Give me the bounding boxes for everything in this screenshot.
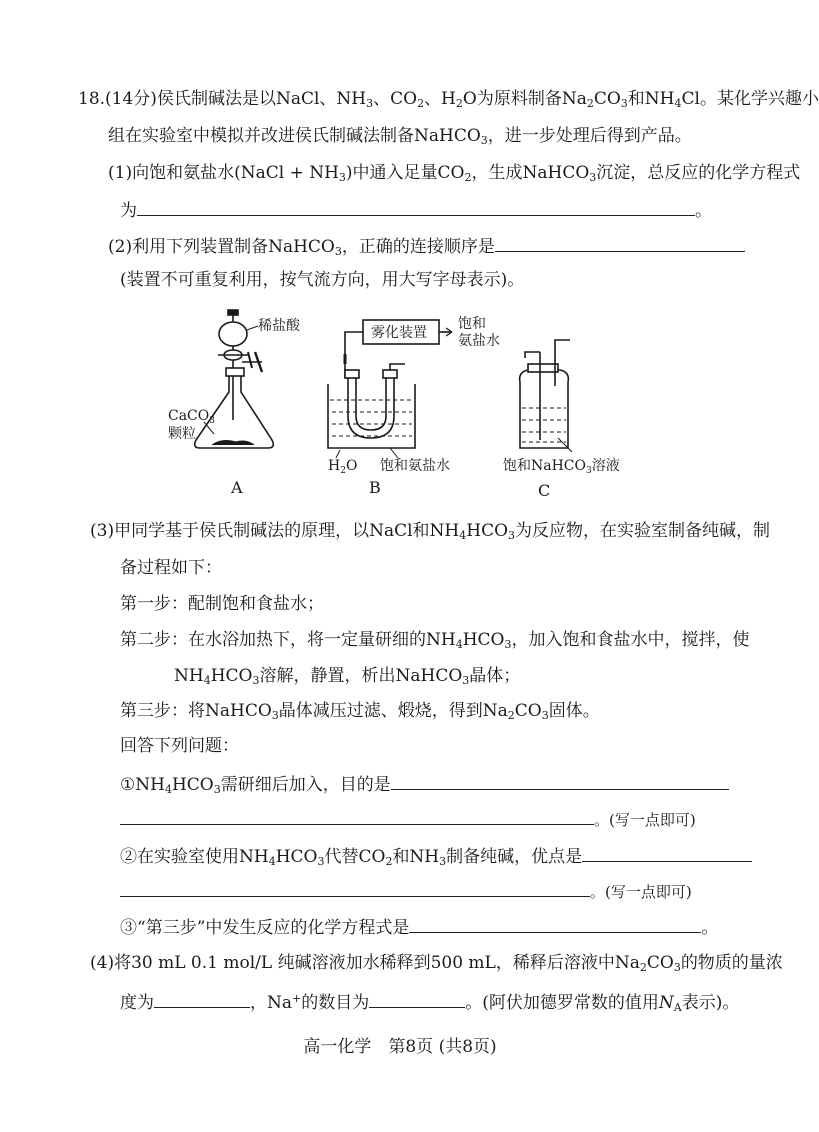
page-footer: 高一化学 第8页 (共8页) <box>303 1037 497 1057</box>
step2-line1: 第二步：在水浴加热下，将一定量研细的$NH_4HCO_3$，加入饱和食盐水中，搅拌，使 <box>120 630 750 651</box>
sub-q2-line1: ②在实验室使用$NH_4HCO_3$代替$CO_2$和$NH_3$制备纯碱，优点是 <box>120 843 752 874</box>
sub-q3-blank[interactable] <box>409 914 701 933</box>
sub-q1-blank-2[interactable] <box>120 806 594 825</box>
sub-q1-blank-1[interactable] <box>391 771 729 790</box>
letter-a: A <box>231 478 243 497</box>
q18-intro-line1: 18.(14分)侯氏制碱法是以NaCl、$NH_3$、$CO_2$、$H_2O$为原料制备$Na_2CO_3$和$NH_4Cl$。某化学兴趣小 <box>78 89 819 110</box>
label-caco3: CaCO$_3$ <box>168 408 215 426</box>
part4-line1: (4)将30 mL 0.1 mol/L 纯碱溶液加水稀释到500 mL，稀释后溶液中$Na_2CO_3$的物质的量浓 <box>90 953 783 974</box>
gas-washing-bottle <box>520 382 568 448</box>
sub-q2-blank-2[interactable] <box>120 878 590 897</box>
label-saturated: 饱和 <box>458 316 486 332</box>
label-atomizer: 雾化装置 <box>371 325 427 341</box>
step2-line2: $NH_4HCO_3$溶解，静置，析出NaHCO$_3$晶体； <box>174 666 521 687</box>
sub-q1-line2: 。(写一点即可) <box>120 806 696 832</box>
part4-line2: 度为 ，Na+的数目为 。(阿伏加德罗常数的值用$N_A$表示)。 <box>120 987 739 1020</box>
part3-line1: (3)甲同学基于侯氏制碱法的原理，以NaCl和$NH_4HCO_3$为反应物，在实验室制备纯碱，制 <box>90 521 771 542</box>
step3: 第三步：将NaHCO$_3$晶体减压过滤、煅烧，得到$Na_2CO_3$固体。 <box>120 701 600 722</box>
part2-line2: (装置不可重复利用，按气流方向，用大写字母表示)。 <box>120 270 525 290</box>
separatory-funnel-bulb <box>219 322 247 346</box>
part1-answer-blank[interactable] <box>137 197 695 216</box>
part4-blank-count[interactable] <box>369 989 465 1008</box>
sub-q2-blank-1[interactable] <box>582 843 752 862</box>
sub-q3: ③“第三步”中发生反应的化学方程式是 。 <box>120 914 718 940</box>
label-water: $H_2O$ <box>328 458 358 476</box>
label-granules: 颗粒 <box>168 426 196 442</box>
q18-intro-line2: 组在实验室中模拟并改进侯氏制碱法制备NaHCO$_3$，进一步处理后得到产品。 <box>108 126 692 147</box>
part1-line2: 为 。 <box>120 197 712 223</box>
apparatus-c <box>520 340 572 452</box>
step1: 第一步：配制饱和食盐水； <box>120 594 324 614</box>
sub-q1-line1: $①NH_4HCO_3$需研细后加入，目的是 <box>120 771 729 802</box>
part1-line1: (1)向饱和氨盐水(NaCl + $NH_3$)中通入足量$CO_2$，生成NaHCO$_3$沉淀，总反应的化学方程式 <box>108 163 801 184</box>
apparatus-figure <box>0 300 800 510</box>
part3-line2: 备过程如下： <box>120 558 222 578</box>
answer-prompt: 回答下列问题： <box>120 736 239 756</box>
part2-line1: (2)利用下列装置制备NaHCO$_3$，正确的连接顺序是 <box>108 233 745 264</box>
sub-q2-line2: 。(写一点即可) <box>120 878 692 904</box>
part4-blank-concentration[interactable] <box>154 989 250 1008</box>
label-nahco3-solution: 饱和NaHCO$_3$溶液 <box>503 458 620 476</box>
label-saturated-ammonia-brine: 饱和氨盐水 <box>380 458 450 474</box>
letter-b: B <box>369 478 381 497</box>
label-ammonia-brine: 氨盐水 <box>458 333 500 349</box>
letter-c: C <box>538 481 551 500</box>
label-dilute-hcl: 稀盐酸 <box>258 318 300 334</box>
part2-answer-blank[interactable] <box>495 233 745 252</box>
